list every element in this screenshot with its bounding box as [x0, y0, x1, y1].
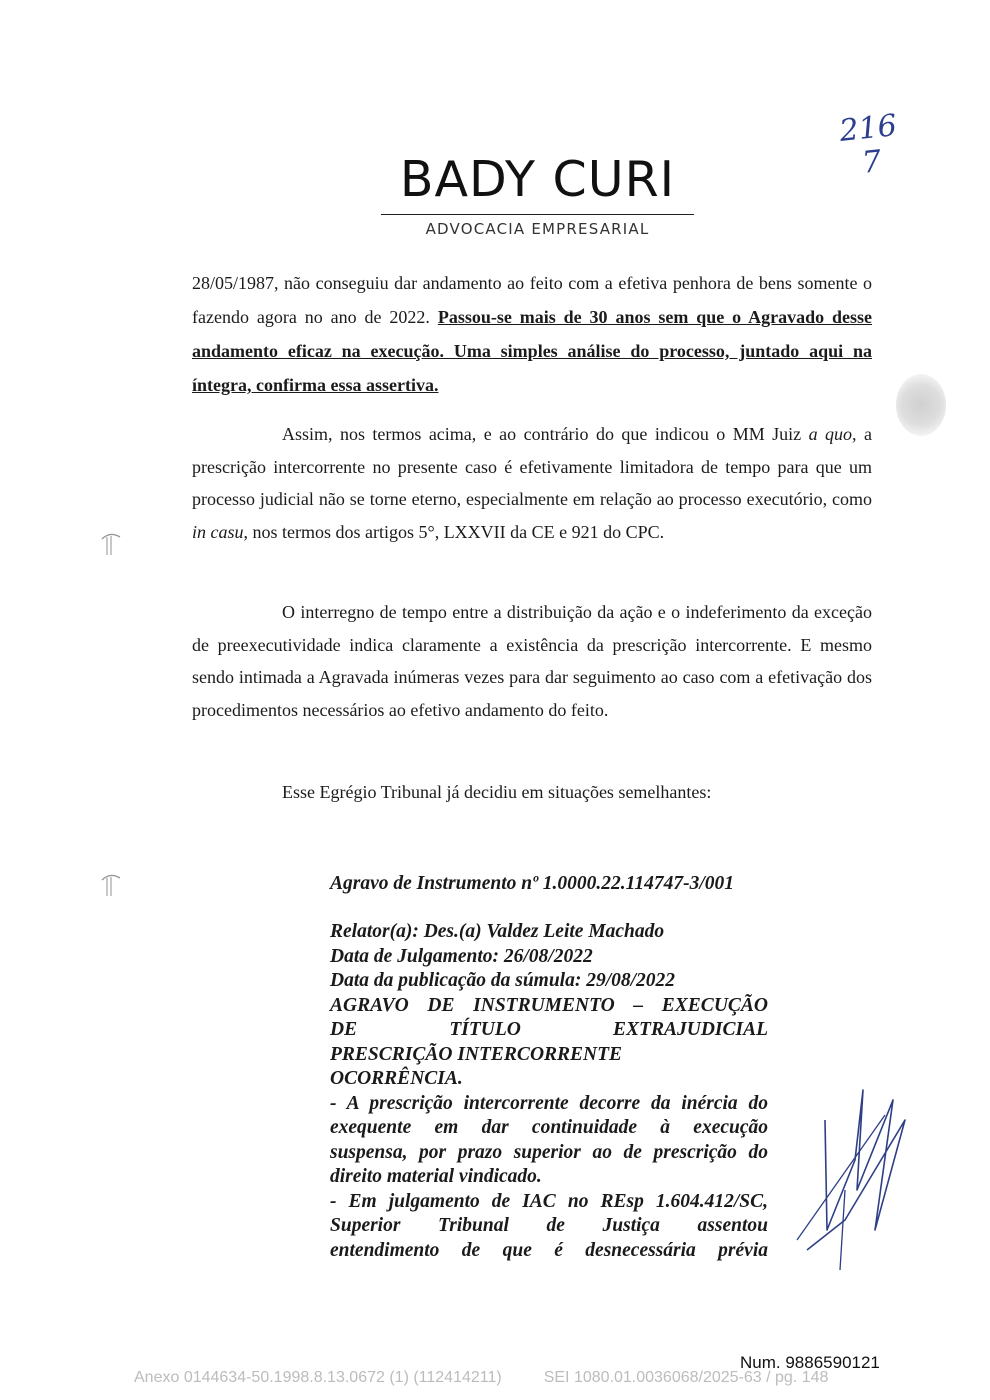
ementa-item-line: suspensa, por prazo superior ao de prescrição do — [330, 1141, 768, 1163]
ementa-item-line: - A prescrição intercorrente decorre da inércia do — [330, 1092, 768, 1114]
footer-anexo: Anexo 0144634-50.1998.8.13.0672 (1) (112414211) — [134, 1369, 502, 1386]
paragraph-1-text: 28/05/1987, não conseguiu dar andamento ao feito com a efetiva penhora de bens somente o fazendo agora no ano de 2022. — [192, 273, 872, 327]
ementa-line: DE TÍTULO EXTRAJUDICIAL — [330, 1019, 768, 1040]
ementa-item-line: exequente em dar continuidade à execução — [330, 1117, 768, 1138]
paragraph-2-text-a: Assim, nos termos acima, e ao contrário do que indicou o MM Juiz — [282, 424, 809, 444]
handwritten-mark: 7 — [860, 144, 884, 181]
jurisprudence-judgment-date: Data de Julgamento: 26/08/2022 — [330, 945, 593, 967]
ementa-line: AGRAVO DE INSTRUMENTO – EXECUÇÃO — [330, 994, 768, 1016]
paragraph-4: Esse Egrégio Tribunal já decidiu em situações semelhantes: — [282, 782, 712, 802]
jurisprudence-body — [330, 920, 768, 1263]
paragraph-3: O interregno de tempo entre a distribuição da ação e o indeferimento da exceção de preexecutividade indica claramente a existência da prescrição intercorrente. E mesmo sendo intimada a Agravada inúmeras vezes para dar seguimento ao caso com a efetivação dos procedimentos necessários ao efetivo andamento do feito. — [192, 602, 872, 720]
paragraph-2-text-c: , nos termos dos artigos 5°, LXXVII da CE e 921 do CPC. — [243, 521, 665, 542]
ementa-item-line: Superior Tribunal de Justiça assentou — [330, 1215, 768, 1236]
jurisprudence-publication-date: Data da publicação da súmula: 29/08/2022 — [330, 970, 676, 991]
latin-term-a-quo: a quo, — [808, 424, 857, 444]
ementa-line: PRESCRIÇÃO INTERCORRENTE — [330, 1043, 623, 1065]
handwritten-page-number — [832, 109, 909, 184]
logo-name: BADY CURI — [399, 151, 676, 208]
paragraph-2 — [192, 418, 872, 548]
document-number: Num. 9886590121 — [740, 1353, 880, 1372]
signature-icon — [785, 1080, 915, 1280]
paragraph-2-text-b: a prescrição intercorrente no presente caso é efetivamente limitadora de tempo para que um processo judicial não se torne eterno, especialmente em relação ao processo executório, como — [192, 424, 872, 509]
ementa-item-line: - Em julgamento de IAC no REsp 1.604.412/SC, — [330, 1190, 768, 1212]
ementa-line: OCORRÊNCIA. — [330, 1068, 463, 1089]
ementa-item-line: direito material vindicado. — [330, 1166, 542, 1187]
scan-mark-icon — [96, 527, 126, 557]
jurisprudence-relator: Relator(a): Des.(a) Valdez Leite Machado — [330, 921, 665, 942]
ementa-item-line: entendimento de que é desnecessária prévia — [330, 1239, 768, 1261]
logo-divider — [381, 214, 694, 215]
footer-watermark — [134, 1369, 828, 1387]
scan-smudge — [896, 374, 946, 436]
latin-term-in-casu: in casu — [192, 521, 244, 542]
paragraph-1 — [192, 266, 872, 402]
scan-mark-icon — [96, 868, 126, 898]
letterhead-logo — [375, 150, 700, 238]
paragraph-1-emphasis: Passou-se mais de 30 anos sem que o Agravado desse andamento eficaz na execução. Uma simples análise do processo, juntado aqui na íntegra, confirma essa assertiva. — [192, 307, 872, 395]
logo-subtitle: ADVOCACIA EMPRESARIAL — [425, 220, 650, 238]
footer-sei: SEI 1080.01.0036068/2025-63 / pg. 148 — [543, 1369, 829, 1386]
jurisprudence-title: Agravo de Instrumento nº 1.0000.22.114747-3/001 — [330, 873, 735, 894]
handwritten-number: 216 — [837, 108, 899, 149]
